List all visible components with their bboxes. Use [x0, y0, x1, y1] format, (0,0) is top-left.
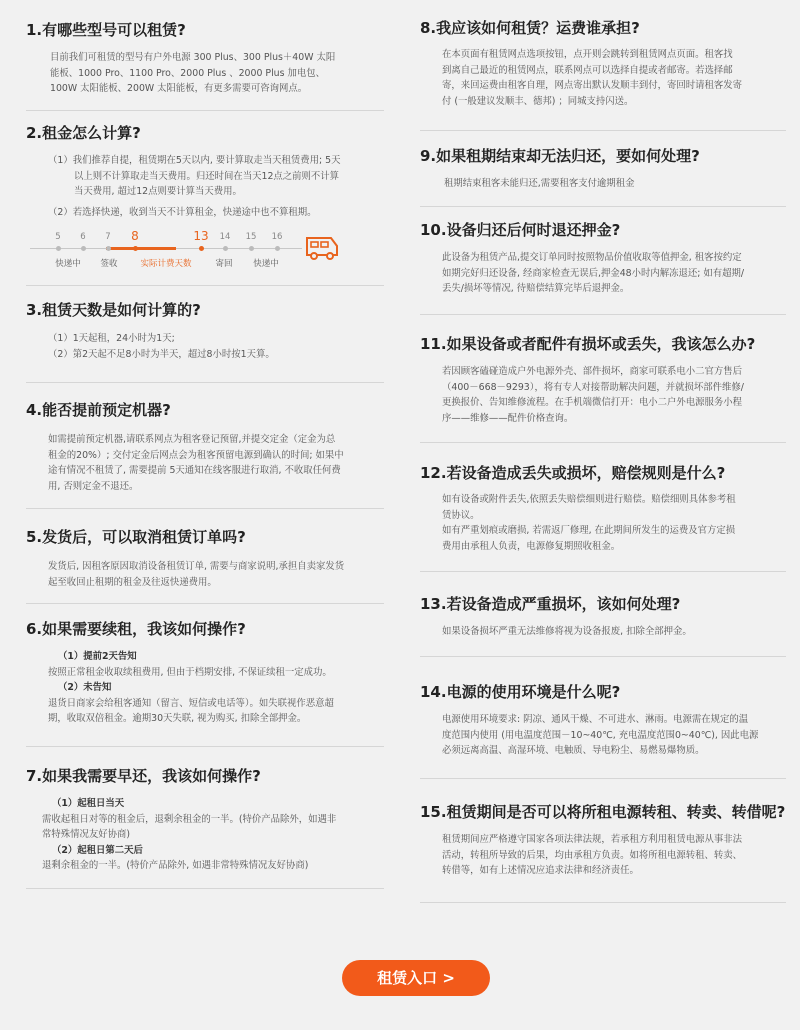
answer-line: 常特殊情况友好协商) — [42, 829, 131, 840]
faq-answer — [26, 432, 384, 494]
timeline-day: 7 — [105, 232, 111, 242]
faq-question: 5.发货后，可以取消租赁订单吗? — [26, 528, 246, 546]
faq-answer — [26, 50, 384, 97]
answer-line: 更换报价、告知维修流程。在手机端微信打开：电小二户外电源服务小程 — [442, 397, 743, 408]
faq-item-10 — [420, 220, 786, 315]
answer-subheading: （2）起租日第二天后 — [52, 844, 143, 856]
faq-item-8 — [420, 18, 786, 131]
answer-line: 如有严重划痕或磨损, 若需返厂修理, 在此期间所发生的运费及官方定损 — [442, 525, 736, 536]
answer-line: 目前我们可租赁的型号有户外电源 300 Plus、300 Plus＋40W 太阳 — [50, 52, 336, 63]
faq-answer — [420, 624, 786, 640]
answer-line: 当天费用, 超过12点则要计算当天费用。 — [74, 186, 242, 197]
faq-item-12 — [420, 463, 786, 572]
faq-question: 12.若设备造成丢失或损坏，赔偿规则是什么? — [420, 464, 726, 482]
timeline-day-start: 8 — [131, 229, 139, 243]
timeline-dot — [133, 246, 138, 251]
faq-answer — [420, 250, 786, 297]
answer-line: 退剩余租金的一半。(特价产品除外, 如遇非常特殊情况友好协商) — [42, 860, 309, 871]
answer-line: 此设备为租赁产品,提交订单同时按照物品价值收取等值押金, 租客按约定 — [442, 252, 742, 263]
timeline-dot — [56, 246, 61, 251]
answer-line: 期，收取双倍租金。逾期30天失联, 视为购买, 扣除全部押金。 — [48, 713, 307, 724]
answer-line: 按照正常租金收取续租费用, 但由于档期安排, 不保证续租一定成功。 — [48, 666, 332, 678]
faq-item-11 — [420, 334, 786, 443]
timeline-dot — [223, 246, 228, 251]
faq-item-7 — [26, 766, 384, 889]
faq-question: 13.若设备造成严重损坏，该如何处理? — [420, 595, 681, 613]
faq-item-6 — [26, 619, 384, 747]
answer-line: 途有情况不租赁了, 需要提前 5天通知在线客服进行取消, 不收取任何费 — [48, 465, 341, 476]
answer-line: 需收起租日对等的租金后，退剩余租金的一半。(特价产品除外，如遇非 — [42, 813, 337, 825]
timeline-dot — [106, 246, 111, 251]
answer-line: 发货后, 因租客原因取消设备租赁订单, 需要与商家说明,承担自卖家发货 — [48, 561, 345, 572]
faq-question: 15.租赁期间是否可以将所租电源转租、转卖、转借呢? — [420, 803, 786, 821]
faq-answer — [420, 176, 786, 192]
answer-line: 能板、1000 Pro、1100 Pro、2000 Plus 、2000 Plus 加电包、 — [50, 67, 325, 79]
answer-subheading: （1）起租日当天 — [52, 798, 125, 809]
answer-line: 起至收回止租期的租金及往返快递费用。 — [48, 576, 217, 588]
rental-timeline — [26, 224, 384, 282]
timeline-dot — [249, 246, 254, 251]
timeline-day: 14 — [219, 232, 231, 242]
timeline-label: 快递中 — [55, 259, 81, 269]
answer-line: 租期结束租客未能归还,需要租客支付逾期租金 — [444, 178, 635, 189]
answer-line: （1）1天起租，24小时为1天; — [48, 333, 175, 344]
faq-question: 8.我应该如何租赁？运费谁承担? — [420, 19, 640, 37]
answer-line: 费用由承租人负责，电源修复期照收租金。 — [442, 540, 621, 552]
faq-answer — [26, 649, 384, 727]
faq-item-14 — [420, 682, 786, 779]
faq-answer — [26, 559, 384, 590]
timeline-day: 5 — [55, 232, 61, 242]
faq-question: 9.如果租期结束却无法归还，要如何处理? — [420, 147, 700, 165]
answer-line: （2）第2天起不足8小时为半天，超过8小时按1天算。 — [48, 348, 275, 360]
answer-subheading: （2）未告知 — [58, 682, 112, 693]
timeline-day: 16 — [271, 232, 283, 242]
faq-question: 10.设备归还后何时退还押金? — [420, 221, 621, 239]
timeline-dot — [199, 246, 204, 251]
faq-question: 11.如果设备或者配件有损坏或丢失，我该怎么办? — [420, 335, 756, 353]
answer-line: 必须远离高温、高湿环境、电触质、导电粉尘、易燃易爆物质。 — [442, 745, 705, 756]
faq-answer — [420, 364, 786, 426]
answer-line: 到离自己最近的租赁网点，联系网点可以选择自提或者邮寄。若选择邮 — [442, 64, 733, 76]
timeline-day-end: 13 — [193, 229, 209, 243]
answer-line: 丢失/损坏等情况, 待赔偿结算完毕后退押金。 — [442, 283, 630, 294]
faq-item-3 — [26, 300, 384, 383]
answer-line: （400－668－9293），将有专人对接帮助解决问题，并就损坏部件维修/ — [442, 381, 744, 393]
faq-question: 4.能否提前预定机器? — [26, 401, 171, 419]
answer-line: 租金的20%）; 交付定金后网点会为租客预留电源到确认的时间; 如果中 — [48, 449, 344, 461]
faq-question: 14.电源的使用环境是什么呢? — [420, 683, 621, 701]
faq-answer — [420, 712, 786, 759]
answer-line: 退货日商家会给租客通知（留言、短信或电话等）。如失联视作恶意超 — [48, 697, 334, 709]
answer-line: 度范围内使用 (用电温度范围－10~40℃, 充电温度范围0~40℃), 因此电源 — [442, 729, 759, 741]
answer-line: 若因顾客磕碰造成户外电源外壳、部件损坏，商家可联系电小二官方售后 — [442, 366, 743, 377]
faq-question: 1.有哪些型号可以租赁? — [26, 21, 186, 39]
faq-item-13 — [420, 594, 786, 657]
timeline-label: 寄回 — [215, 259, 233, 269]
faq-item-4 — [26, 400, 384, 509]
timeline-day: 6 — [80, 232, 86, 242]
answer-line: 活动，转租所导致的后果，均由承租方负责。如将所租电源转租、转卖、 — [442, 849, 743, 861]
answer-line: 租赁期间应严格遵守国家各项法律法规，若承租方利用租赁电源从事非法 — [442, 834, 743, 845]
timeline-day: 15 — [245, 232, 257, 242]
answer-line: 付 (一般建议发顺丰、德邦) ；同城支持闪送。 — [442, 95, 634, 107]
answer-line: 100W 太阳能板、200W 太阳能板，有更多需要可咨询网点。 — [50, 83, 308, 94]
timeline-label: 签收 — [100, 259, 118, 269]
timeline-label-billing: 实际计费天数 — [140, 259, 192, 269]
answer-line: 用, 否则定金不退还。 — [48, 480, 139, 492]
faq-question: 7.如果我需要早还，我该如何操作? — [26, 767, 261, 785]
answer-line: 在本页面有租赁网点选项按钮，点开则会跳转到租赁网点页面。租客找 — [442, 49, 733, 60]
faq-answer — [420, 492, 786, 554]
answer-line: 如有设备或附件丢失,依照丢失赔偿细则进行赔偿。赔偿细则具体参考租 — [442, 494, 736, 505]
faq-item-1 — [26, 20, 384, 111]
answer-line: 转借等，如有上述情况应追求法律和经济责任。 — [442, 865, 639, 876]
answer-line: （1）我们推荐自提，租赁期在5天以内, 要计算取走当天租赁费用; 5天 — [48, 155, 341, 166]
faq-question: 2.租金怎么计算? — [26, 124, 141, 142]
answer-line: 电源使用环境要求: 阴凉、通风干燥、不可进水、淋雨。电源需在规定的温 — [442, 714, 749, 725]
timeline-label: 快递中 — [253, 259, 279, 269]
answer-line: 序——维修——配件价格查询。 — [442, 412, 574, 424]
faq-answer — [420, 47, 786, 109]
answer-line: 如期完好归还设备, 经商家检查无误后,押金48小时内解冻退还; 如有超期/ — [442, 267, 745, 279]
answer-line: 如果设备损坏严重无法维修将视为设备报废, 扣除全部押金。 — [442, 626, 692, 637]
timeline-billing-range — [106, 247, 176, 250]
faq-item-15 — [420, 802, 786, 903]
camper-truck-icon — [305, 234, 339, 260]
timeline-dot — [81, 246, 86, 251]
answer-line: 如需提前预定机器,请联系网点为租客登记预留,并提交定金（定金为总 — [48, 434, 336, 445]
faq-item-5 — [26, 527, 384, 604]
faq-answer — [420, 832, 786, 879]
faq-question: 3.租赁天数是如何计算的? — [26, 301, 201, 319]
answer-line: 寄，来回运费由租客自理，网点寄出默认发顺丰到付，寄回时请租客发寄 — [442, 80, 743, 91]
answer-subheading: （1）提前2天告知 — [58, 651, 137, 662]
faq-answer — [26, 153, 384, 220]
faq-question: 6.如果需要续租，我该如何操作? — [26, 620, 246, 638]
answer-line: 以上则不计算取走当天费用。归还时间在当天12点之前则不计算 — [74, 170, 340, 182]
answer-line: （2）若选择快递，收到当天不计算租金，快递途中也不算租期。 — [48, 206, 317, 218]
faq-answer — [26, 331, 384, 362]
rental-entry-button[interactable]: 租赁入口 > — [342, 960, 490, 996]
faq-answer — [26, 796, 384, 874]
answer-line: 赁协议。 — [442, 509, 480, 521]
faq-item-9 — [420, 146, 786, 207]
timeline-dot — [275, 246, 280, 251]
faq-item-2 — [26, 123, 384, 286]
